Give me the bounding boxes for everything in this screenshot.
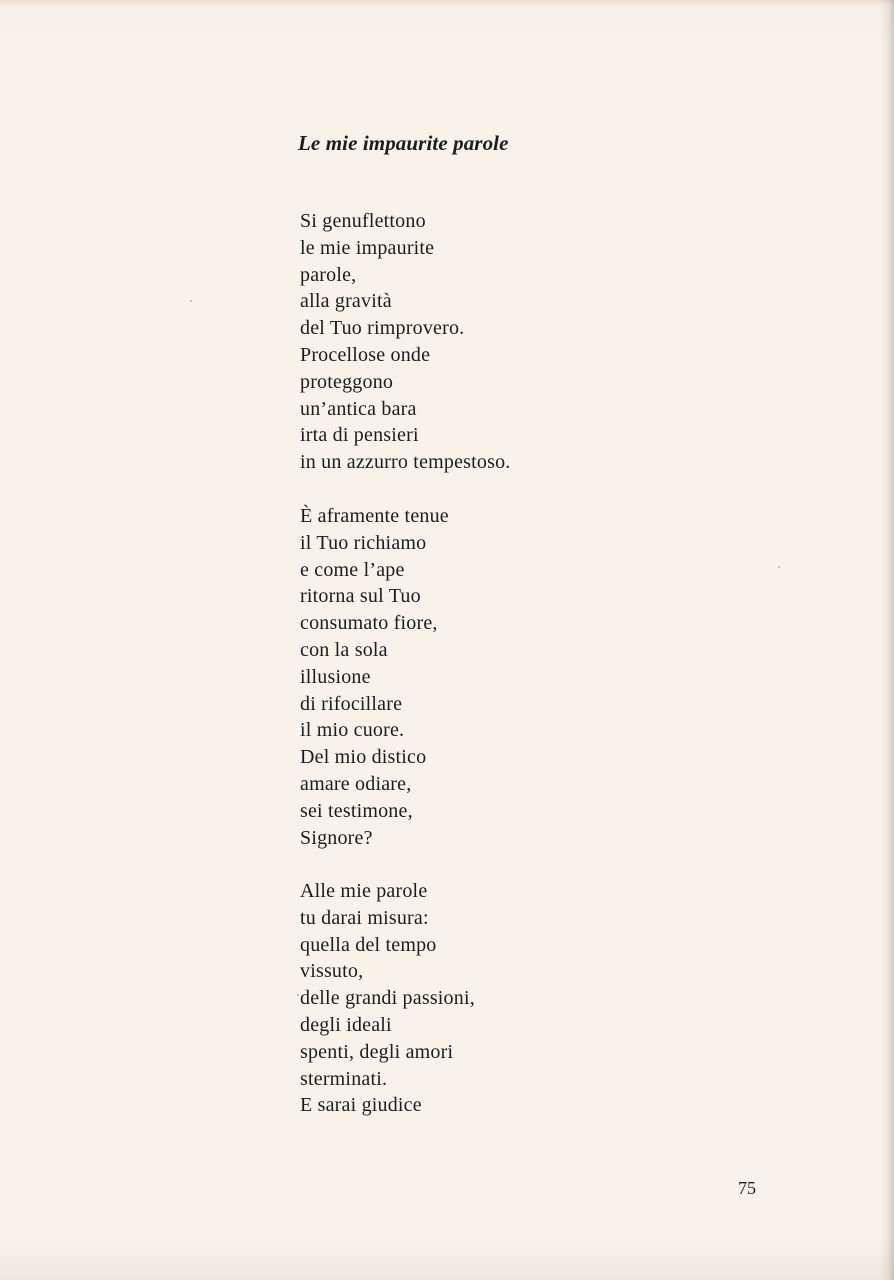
verse-line: E sarai giudice <box>300 1094 422 1117</box>
verse-line: proteggono <box>300 370 394 393</box>
verse-line: spenti, degli amori <box>300 1040 454 1063</box>
verse-line: sei testimone, <box>300 799 413 822</box>
paper-speck <box>190 300 192 302</box>
verse-line: È aframente tenue <box>300 505 449 527</box>
verse-line: di rifocillare <box>300 692 403 715</box>
verse-line: alla gravità <box>300 290 392 313</box>
verse-line: le mie impaurite <box>300 236 435 259</box>
verse-line: Alle mie parole <box>300 880 428 902</box>
verse-line: in un azzurro tempestoso. <box>300 451 511 474</box>
verse-line: tu darai misura: <box>300 906 429 929</box>
page-number: 75 <box>738 1178 756 1198</box>
verse-line: il mio cuore. <box>300 719 405 742</box>
verse-line: consumato fiore, <box>300 612 438 635</box>
verse-line: Procellose onde <box>300 343 431 366</box>
verse-line: del Tuo rimprovero. <box>300 317 465 340</box>
verse-line: il Tuo richiamo <box>300 531 427 554</box>
verse-line: vissuto, <box>300 960 364 983</box>
poem-title: Le mie impaurite parole <box>298 131 509 155</box>
verse-line: Signore? <box>300 826 373 849</box>
verse-line: un’antica bara <box>300 397 417 420</box>
verse-line: con la sola <box>300 638 388 661</box>
stanza-3 <box>300 878 475 1119</box>
verse-line: Del mio distico <box>300 746 427 769</box>
page-edge-shadow <box>880 0 894 1280</box>
verse-line: e come l’ape <box>300 558 405 581</box>
verse-line: delle grandi passioni, <box>300 987 475 1010</box>
verse-line: illusione <box>300 665 371 688</box>
verse-line: ritorna sul Tuo <box>300 585 421 608</box>
verse-line: Si genuflettono <box>300 210 426 232</box>
verse-line: parole, <box>300 263 357 286</box>
stanza-2 <box>300 503 449 851</box>
verse-line: amare odiare, <box>300 772 412 795</box>
verse-line: quella del tempo <box>300 933 437 956</box>
stanza-1 <box>300 208 511 476</box>
paper-speck <box>297 994 299 996</box>
verse-line: irta di pensieri <box>300 424 419 447</box>
verse-line: degli ideali <box>300 1013 392 1036</box>
verse-line: sterminati. <box>300 1067 388 1090</box>
paper-speck <box>778 566 780 568</box>
